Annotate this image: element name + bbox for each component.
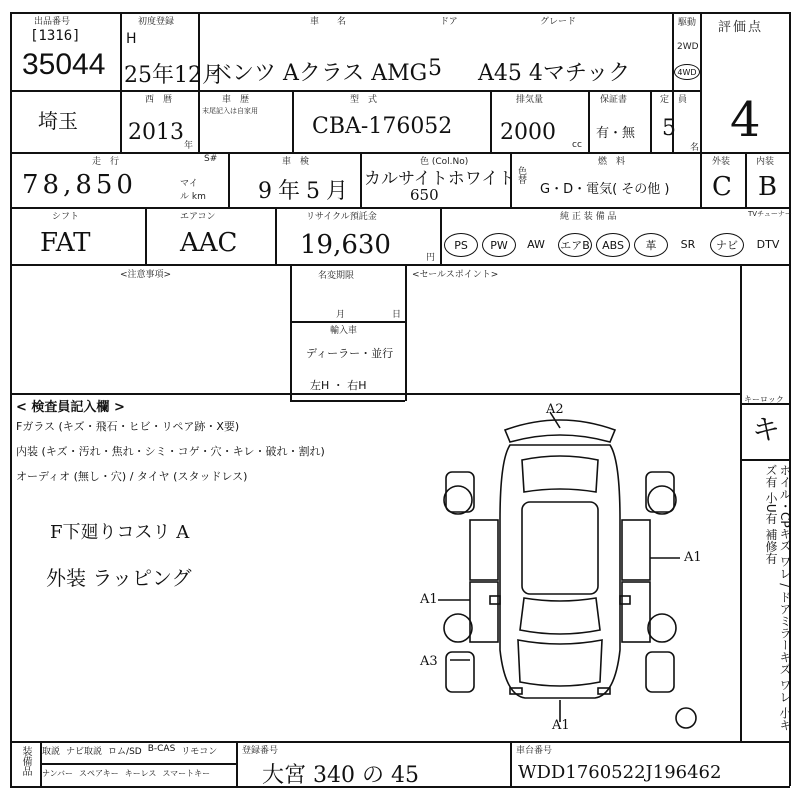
recycle-value: 19,630 <box>300 230 391 260</box>
left-front-fender <box>446 652 474 692</box>
mileage-unit: マイル km <box>180 179 206 202</box>
drive-4wd: 4WD <box>674 64 700 80</box>
tuner-label: TVチューナー <box>748 210 792 218</box>
transfer-day: 日 <box>392 310 402 320</box>
mileage-marks: S# <box>204 154 218 164</box>
extra-smart-key: スマートキー <box>162 769 211 778</box>
score-label: 評価点 <box>718 20 764 35</box>
damage-mark-a1-left: A1 <box>420 592 438 607</box>
equip-sunroof: SR <box>680 237 696 251</box>
warranty-value: 有・無 <box>596 126 636 141</box>
score-value: 4 <box>730 92 761 148</box>
extra-keyless: キーレス <box>124 769 157 778</box>
inspector-line1: Fガラス (キズ・飛石・ヒビ・リペア跡・X要) <box>16 420 240 433</box>
reg-no-value: 大宮 340 の 45 <box>262 763 419 788</box>
equip-navi: ナビ <box>710 233 744 257</box>
inspector-line3: オーディオ (無し・穴) / タイヤ (スタッドレス) <box>16 470 248 483</box>
lot-number: 35044 <box>22 48 106 81</box>
equip-aw: AW <box>527 237 545 251</box>
extras-row2 <box>42 768 234 779</box>
equip-leather: 革 <box>634 233 668 257</box>
capacity-value: 5 <box>662 116 676 141</box>
model-label: 型 式 <box>350 95 378 105</box>
recycle-unit: 円 <box>426 253 436 263</box>
keylock-value: キ <box>752 413 781 446</box>
inspector-title: < 検査員記入欄 > <box>16 400 125 415</box>
fuel-value: G・D・電気( その他 ) <box>540 182 670 197</box>
year-unit: 年 <box>184 141 194 151</box>
extra-navi-manual: ナビ取説 <box>66 747 103 757</box>
era: H <box>126 31 137 47</box>
equip-abs: ABS <box>596 233 630 257</box>
drive-label: 駆動 <box>678 18 697 28</box>
right-rear-wheel <box>648 486 676 514</box>
left-rear-door <box>470 520 498 580</box>
model-value: CBA-176052 <box>312 114 453 139</box>
color-label: 色 (Col.No) <box>420 157 469 167</box>
dealer-value: ディーラー・並行 <box>306 347 394 360</box>
inspection-label: 車 検 <box>282 157 310 167</box>
sales-label: <セールスポイント> <box>412 270 499 280</box>
color-no: 650 <box>410 186 439 204</box>
warranty-label: 保証書 <box>600 95 628 105</box>
door-count: 5 <box>428 56 442 81</box>
color-value: カルサイトホワイト <box>364 169 516 189</box>
damage-mark-a2: A2 <box>546 402 564 417</box>
damage-mark-a3: A3 <box>420 654 438 669</box>
chassis-value: WDD1760522J196462 <box>518 762 722 783</box>
first-reg-value: 25年12月 <box>124 63 224 88</box>
transfer-month: 月 <box>336 310 346 320</box>
body-outline <box>500 445 620 698</box>
spare-wheel <box>676 708 696 728</box>
extra-rom-sd: ロム/SD <box>108 747 142 757</box>
drive-2wd: 2WD <box>677 42 699 52</box>
ac-value: AAC <box>180 228 238 258</box>
ac-label: エアコン <box>180 212 216 222</box>
extra-bcas: B-CAS <box>147 744 176 754</box>
mileage-value: 78,850 <box>22 170 137 200</box>
damage-mark-a1-front: A1 <box>552 718 570 733</box>
caution-label: <注意事項> <box>120 270 172 280</box>
inspector-note1: F下廻りコスリ A <box>50 522 190 543</box>
equip-label: 純 正 装 備 品 <box>560 212 617 222</box>
extra-plate: ナンバー <box>42 769 74 778</box>
import-label: 輸入車 <box>330 326 358 336</box>
door-label: ドア <box>440 17 458 27</box>
rear-window <box>522 456 598 492</box>
grade-value: A45 4マチック <box>478 61 631 86</box>
capacity-label: 定 員 <box>660 95 688 105</box>
interior-value: B <box>758 172 778 202</box>
keylock-label: キーロック <box>744 395 784 404</box>
damage-mark-a1-right: A1 <box>684 550 702 565</box>
history-sub: 末尾記入は自家用 <box>202 107 258 115</box>
handle-value: 左H ・ 右H <box>310 379 367 392</box>
windshield <box>520 598 600 634</box>
transfer-label: 名変期限 <box>318 271 355 281</box>
inspector-line2: 内装 (キズ・汚れ・焦れ・シミ・コゲ・穴・キレ・破れ・割れ) <box>16 445 325 458</box>
year-label: 西 暦 <box>145 95 173 105</box>
right-front-door <box>622 582 650 642</box>
recycle-label: リサイクル預託金 <box>306 212 377 222</box>
extra-spare-key: スペアキー <box>79 769 119 778</box>
fuel-label: 燃 料 <box>598 157 626 167</box>
hood-panel <box>518 640 602 686</box>
extra-manual: 取説 <box>42 747 61 757</box>
equip-pw: PW <box>482 233 516 257</box>
cc-value: 2000 <box>500 120 556 145</box>
right-front-fender <box>646 652 674 692</box>
shift-label: シフト <box>52 212 80 222</box>
shift-value: FAT <box>40 228 91 258</box>
region: 埼玉 <box>38 109 78 133</box>
lot-code: [1316] <box>30 28 81 44</box>
grade-label: グレード <box>540 17 577 27</box>
equip-dtv: DTV <box>756 237 780 251</box>
exterior-label: 外装 <box>712 157 731 167</box>
inspection-value: 9年5月 <box>258 179 354 204</box>
first-reg-label: 初度登録 <box>138 17 175 27</box>
keylock-side-notes: ホイル・CPキズ ワレ / ドアミラーキズ ワレ 小キズ有 小U有 補修有 <box>764 464 792 731</box>
left-front-wheel <box>444 614 472 642</box>
right-rear-door <box>622 520 650 580</box>
car-diagram <box>410 400 740 740</box>
history-label: 車 歴 <box>222 95 250 105</box>
cc-unit: cc <box>572 140 582 150</box>
cc-label: 排気量 <box>516 95 544 105</box>
roof-panel <box>522 502 598 594</box>
right-front-wheel <box>648 614 676 642</box>
left-rear-wheel <box>444 486 472 514</box>
interior-label: 内装 <box>756 157 775 167</box>
chassis-label: 車台番号 <box>516 746 553 756</box>
mileage-label: 走 行 <box>92 157 120 167</box>
spoiler-panel <box>505 420 615 442</box>
extras-row1 <box>42 744 234 757</box>
equip-ps: PS <box>444 233 478 257</box>
reg-no-label: 登録番号 <box>242 746 279 756</box>
lot-label: 出品番号 <box>34 17 71 27</box>
extras-label: 装備品 <box>20 746 31 776</box>
car-name: ベンツ Aクラス AMG <box>210 61 428 86</box>
extra-remote: リモコン <box>181 747 218 757</box>
capacity-unit: 名 <box>690 143 700 153</box>
exterior-value: C <box>712 172 732 202</box>
left-front-door <box>470 582 498 642</box>
maker-label: 車 名 <box>310 17 347 27</box>
year-value: 2013 <box>128 120 184 145</box>
color-change: 色替 <box>516 166 526 184</box>
equip-airbag: エアB <box>558 233 592 257</box>
inspector-note2: 外装 ラッピング <box>46 566 192 590</box>
